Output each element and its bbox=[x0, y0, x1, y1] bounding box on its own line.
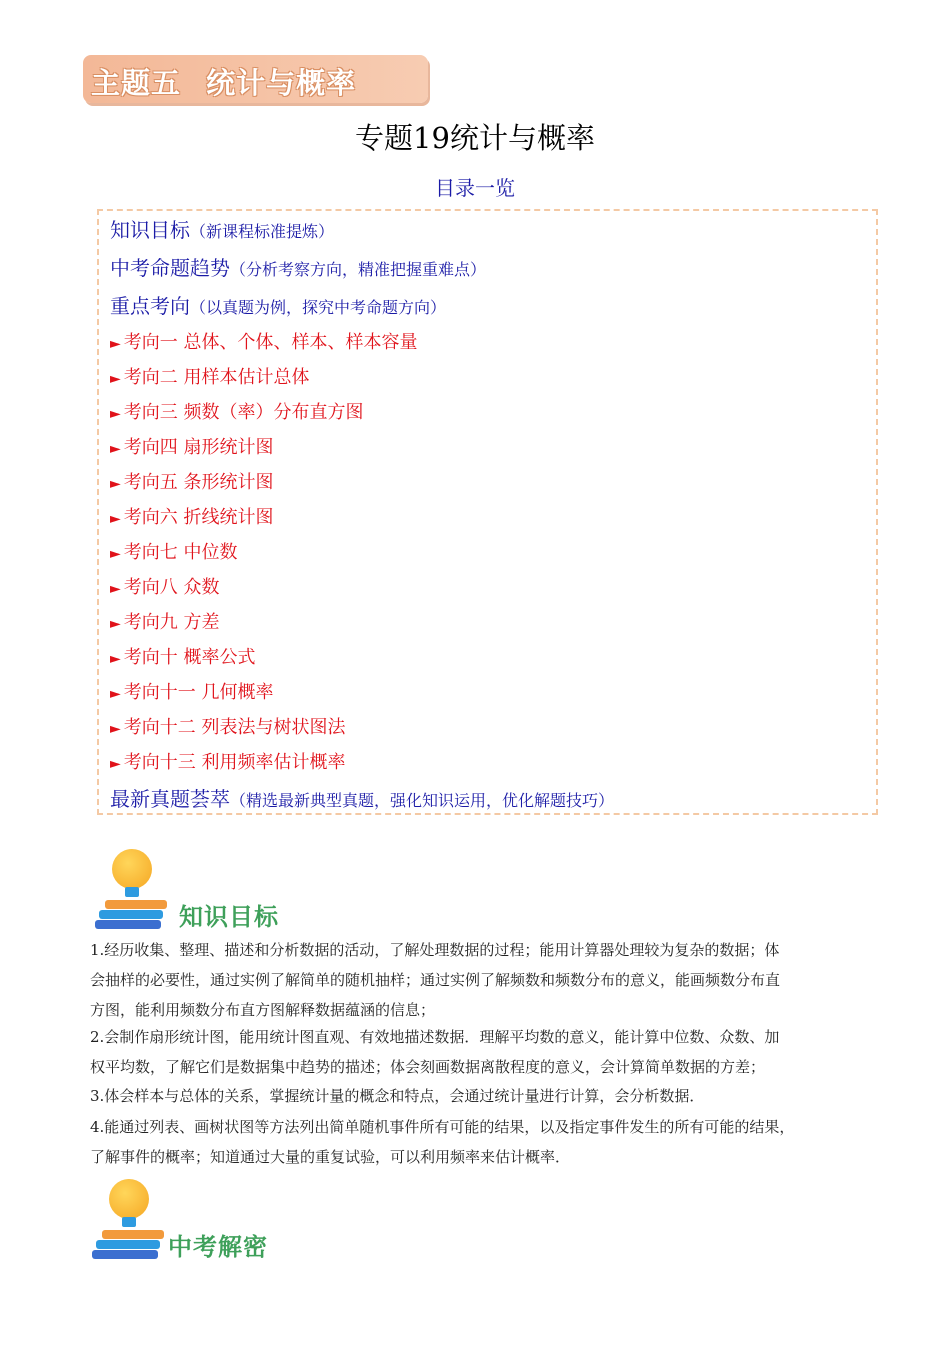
toc-item[interactable] bbox=[110, 748, 346, 774]
knowledge-paragraph-3 bbox=[90, 1081, 870, 1111]
toc-heading: 目录一览 bbox=[435, 176, 515, 200]
toc-section-knowledge[interactable] bbox=[110, 214, 334, 243]
toc-section-subtitle: （以真题为例，探究中考命题方向） bbox=[190, 298, 447, 317]
toc-section-title: 重点考向 bbox=[110, 294, 190, 318]
toc-item[interactable] bbox=[110, 433, 274, 459]
exam-section-header bbox=[92, 1175, 292, 1260]
triangle-right-icon: ► bbox=[110, 476, 121, 492]
lightbulb-icon bbox=[112, 849, 152, 889]
book-icon bbox=[105, 900, 167, 909]
toc-item-label: 考向一 总体、个体、样本、样本容量 bbox=[123, 332, 418, 353]
toc-item-label: 考向九 方差 bbox=[123, 612, 220, 633]
toc-item-label: 考向七 中位数 bbox=[123, 542, 238, 563]
book-icon bbox=[95, 920, 161, 929]
toc-section-title: 知识目标 bbox=[110, 218, 190, 242]
toc-item[interactable] bbox=[110, 538, 238, 564]
knowledge-heading: 知识目标 bbox=[179, 903, 279, 931]
toc-section-subtitle: （精选最新典型真题，强化知识运用，优化解题技巧） bbox=[230, 791, 615, 810]
document-title: 专题19统计与概率 bbox=[355, 121, 595, 155]
toc-item-label: 考向四 扇形统计图 bbox=[123, 437, 274, 458]
toc-section-focus[interactable] bbox=[110, 290, 446, 319]
triangle-right-icon: ► bbox=[110, 721, 121, 737]
paragraph-line: 1.经历收集、整理、描述和分析数据的活动，了解处理数据的过程；能用计算器处理较为复杂的数据；体 bbox=[90, 941, 780, 959]
toc-item[interactable] bbox=[110, 643, 256, 669]
paragraph-line: 了解事件的概率；知道通过大量的重复试验，可以利用频率来估计概率． bbox=[90, 1148, 571, 1166]
toc-section-title: 最新真题荟萃 bbox=[110, 787, 230, 811]
toc-item[interactable] bbox=[110, 468, 274, 494]
toc-item-label: 考向十 概率公式 bbox=[123, 647, 256, 668]
toc-item[interactable] bbox=[110, 608, 220, 634]
triangle-right-icon: ► bbox=[110, 546, 121, 562]
knowledge-paragraph-2 bbox=[90, 1022, 870, 1082]
paragraph-line: 2.会制作扇形统计图，能用统计图直观、有效地描述数据．理解平均数的意义，能计算中位数、众数、加 bbox=[90, 1028, 780, 1046]
triangle-right-icon: ► bbox=[110, 756, 121, 772]
toc-item-label: 考向六 折线统计图 bbox=[123, 507, 274, 528]
paragraph-line: 4.能通过列表、画树状图等方法列出简单随机事件所有可能的结果，以及指定事件发生的所有可能的结果， bbox=[90, 1118, 795, 1136]
paragraph-line: 3.体会样本与总体的关系，掌握统计量的概念和特点，会通过统计量进行计算，会分析数据． bbox=[90, 1087, 705, 1105]
triangle-right-icon: ► bbox=[110, 511, 121, 527]
book-icon bbox=[102, 1230, 164, 1239]
topic-banner-text: 主题五 统计与概率 bbox=[91, 66, 357, 100]
toc-item[interactable] bbox=[110, 328, 418, 354]
toc-section-subtitle: （分析考察方向，精准把握重难点） bbox=[230, 260, 487, 279]
paragraph-line: 会抽样的必要性，通过实例了解简单的随机抽样；通过实例了解频数和频数分布的意义，能画频数分布直 bbox=[90, 971, 781, 989]
paragraph-line: 权平均数，了解它们是数据集中趋势的描述；体会刻画数据离散程度的意义，会计算简单数据的方差； bbox=[90, 1058, 766, 1076]
toc-item[interactable] bbox=[110, 678, 274, 704]
triangle-right-icon: ► bbox=[110, 336, 121, 352]
triangle-right-icon: ► bbox=[110, 371, 121, 387]
toc-item[interactable] bbox=[110, 573, 220, 599]
lightbulb-base-icon bbox=[122, 1217, 136, 1227]
toc-item-label: 考向五 条形统计图 bbox=[123, 472, 274, 493]
toc-item-label: 考向十二 列表法与树状图法 bbox=[123, 717, 346, 738]
triangle-right-icon: ► bbox=[110, 616, 121, 632]
knowledge-paragraph-4 bbox=[90, 1112, 870, 1172]
book-icon bbox=[96, 1240, 160, 1249]
toc-box bbox=[97, 209, 878, 815]
toc-item[interactable] bbox=[110, 713, 346, 739]
paragraph-line: 方图，能利用频数分布直方图解释数据蕴涵的信息； bbox=[90, 1001, 436, 1019]
toc-item-label: 考向十一 几何概率 bbox=[123, 682, 274, 703]
triangle-right-icon: ► bbox=[110, 581, 121, 597]
exam-heading: 中考解密 bbox=[168, 1233, 268, 1261]
toc-item[interactable] bbox=[110, 363, 310, 389]
triangle-right-icon: ► bbox=[110, 686, 121, 702]
toc-item-label: 考向三 频数（率）分布直方图 bbox=[123, 402, 364, 423]
triangle-right-icon: ► bbox=[110, 406, 121, 422]
book-icon bbox=[92, 1250, 158, 1259]
toc-item[interactable] bbox=[110, 503, 274, 529]
book-icon bbox=[99, 910, 163, 919]
knowledge-section-header bbox=[95, 845, 295, 930]
toc-section-trend[interactable] bbox=[110, 252, 486, 281]
toc-item-label: 考向八 众数 bbox=[123, 577, 220, 598]
lightbulb-icon bbox=[109, 1179, 149, 1219]
topic-banner bbox=[83, 55, 428, 103]
toc-section-title: 中考命题趋势 bbox=[110, 256, 230, 280]
triangle-right-icon: ► bbox=[110, 651, 121, 667]
toc-item-label: 考向十三 利用频率估计概率 bbox=[123, 752, 346, 773]
knowledge-paragraph-1 bbox=[90, 935, 870, 1025]
triangle-right-icon: ► bbox=[110, 441, 121, 457]
toc-item[interactable] bbox=[110, 398, 364, 424]
lightbulb-base-icon bbox=[125, 887, 139, 897]
toc-section-subtitle: （新课程标准提炼） bbox=[190, 222, 335, 241]
toc-section-latest[interactable] bbox=[110, 783, 614, 812]
toc-item-label: 考向二 用样本估计总体 bbox=[123, 367, 310, 388]
